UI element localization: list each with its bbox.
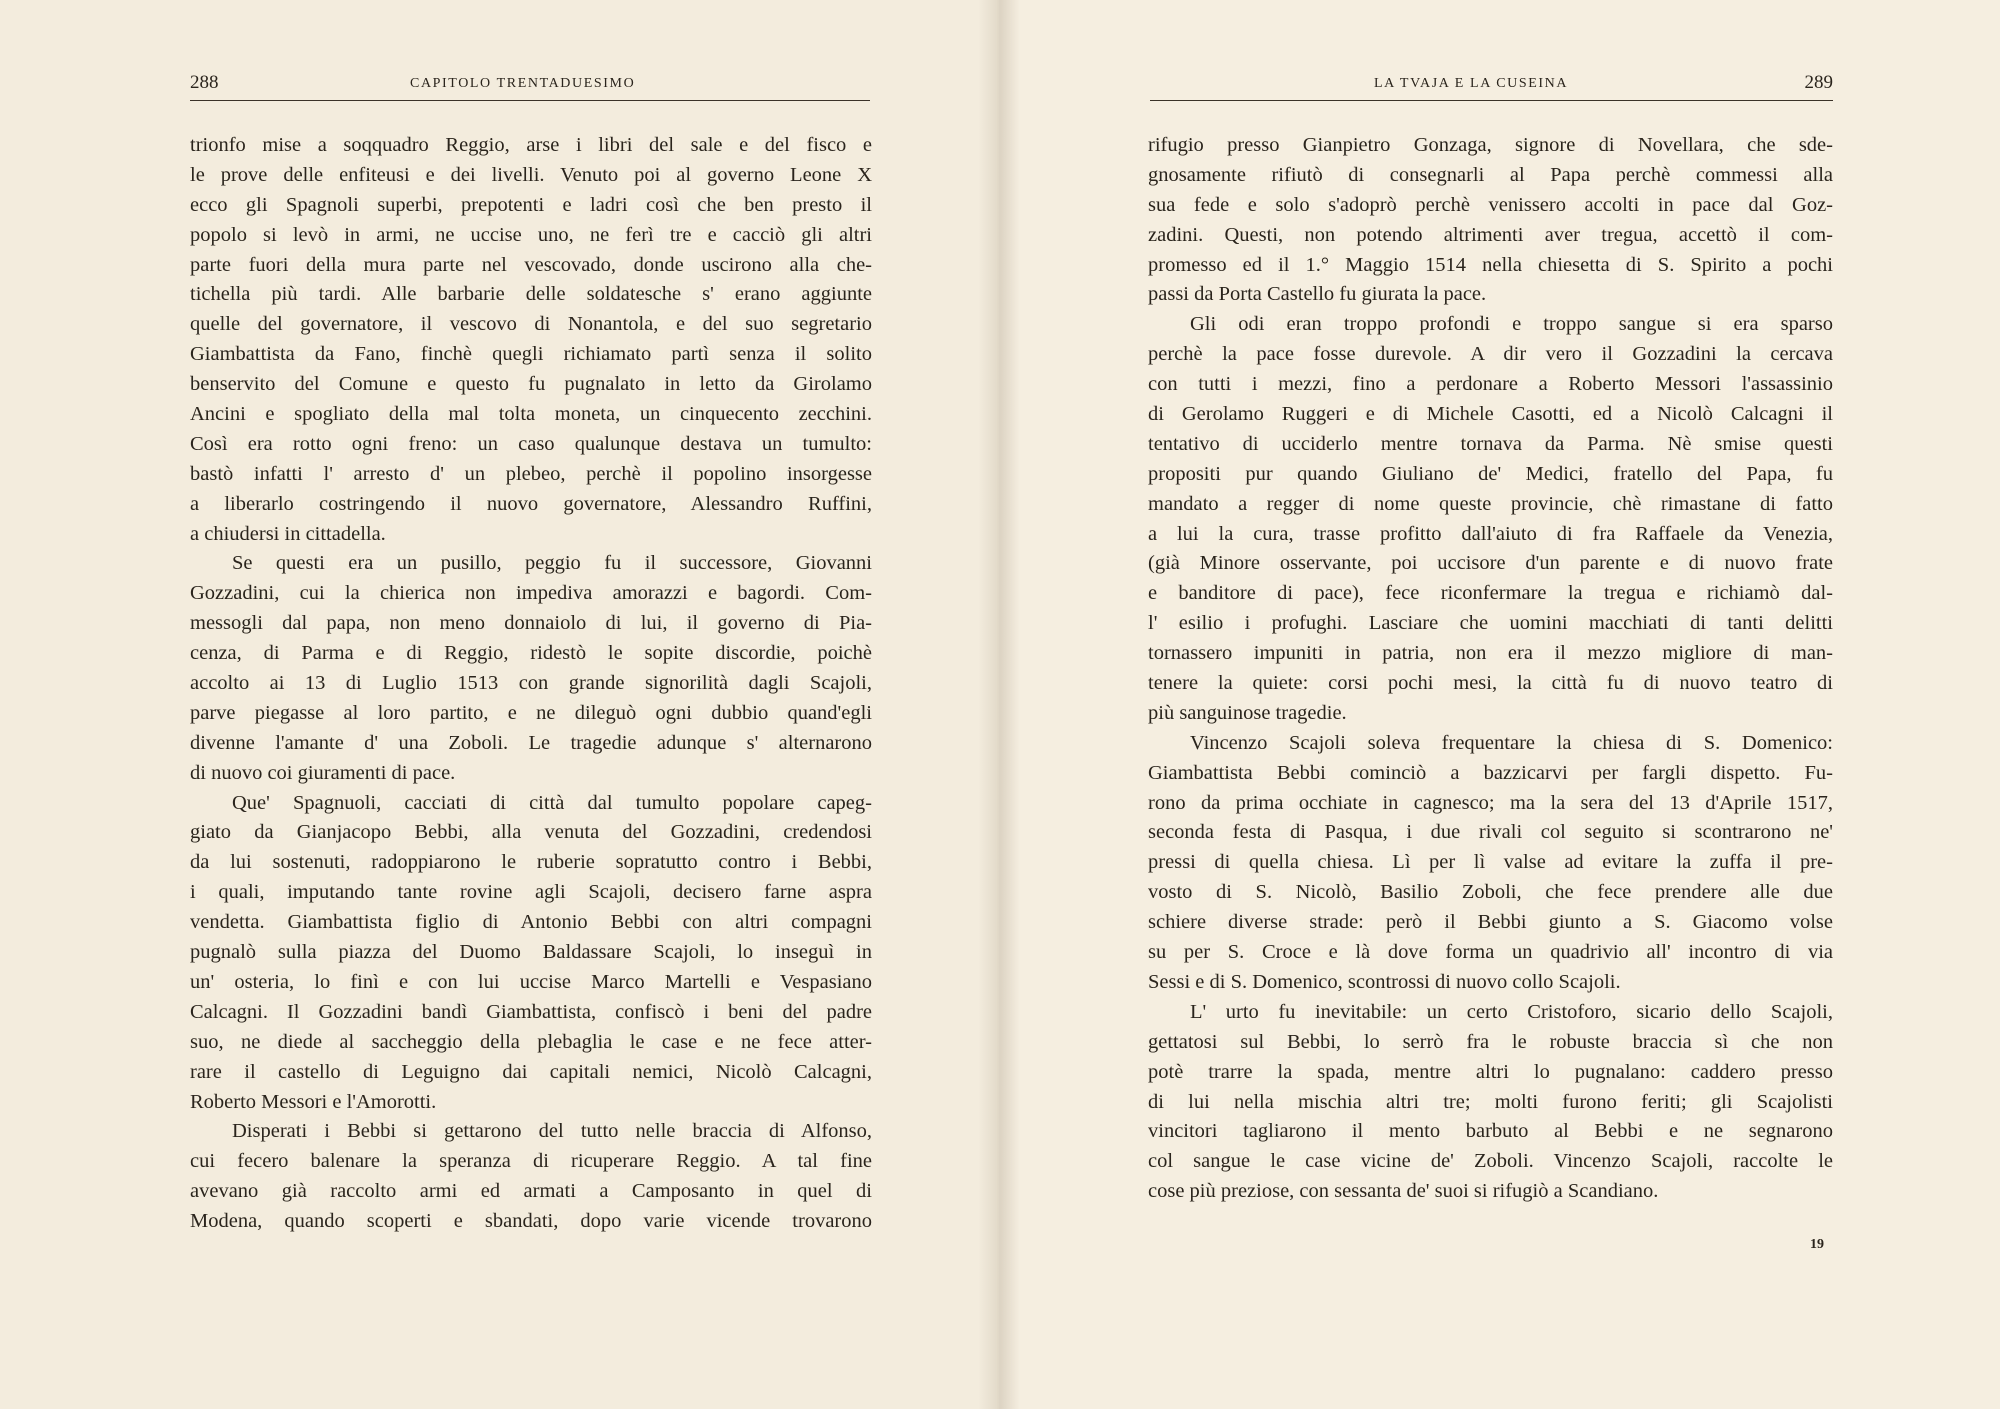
text-line: vendetta. Giambattista figlio di Antonio Bebbi con altri compagni bbox=[190, 911, 872, 934]
text-line: a chiudersi in cittadella. bbox=[190, 522, 386, 545]
text-line: perchè la pace fosse durevole. A dir vero il Gozzadini la cercava bbox=[1148, 343, 1833, 366]
text-line: messogli dal papa, non meno donnaiolo di lui, il governo di Pia- bbox=[190, 612, 872, 635]
text-line: parte fuori della mura parte nel vescovado, donde uscirono alla che- bbox=[190, 253, 872, 276]
right-page-text bbox=[1148, 131, 1833, 1207]
text-line: quelle del governatore, il vescovo di Nonantola, e del suo segretario bbox=[190, 313, 872, 336]
text-line: potè trarre la spada, mentre altri lo pugnalano: caddero presso bbox=[1148, 1060, 1833, 1083]
running-head: CAPITOLO TRENTADUESIMO bbox=[410, 76, 636, 91]
text-line: su per S. Croce e là dove forma un quadrivio all' incontro di via bbox=[1148, 941, 1833, 964]
text-line: bastò infatti l' arresto d' un plebeo, perchè il popolino insorgesse bbox=[190, 462, 872, 485]
running-head: LA TVAJA E LA CUSEINA bbox=[1374, 76, 1569, 91]
text-line: vosto di S. Nicolò, Basilio Zoboli, che fece prendere alle due bbox=[1148, 881, 1833, 904]
signature-mark: 19 bbox=[1810, 1237, 1824, 1252]
text-line: da lui sostenuti, radoppiarono le ruberie sopratutto contro i Bebbi, bbox=[190, 851, 872, 874]
left-page bbox=[0, 0, 998, 1409]
text-line: tornassero impuniti in patria, non era il mezzo migliore di man- bbox=[1148, 642, 1833, 665]
text-line: Disperati i Bebbi si gettarono del tutto nelle braccia di Alfonso, bbox=[232, 1120, 872, 1143]
text-line: L' urto fu inevitabile: un certo Cristoforo, sicario dello Scajoli, bbox=[1190, 1000, 1833, 1023]
text-line: sua fede e solo s'adoprò perchè venissero accolti in pace dal Goz- bbox=[1148, 193, 1833, 216]
text-line: benservito del Comune e questo fu pugnalato in letto da Girolamo bbox=[190, 373, 872, 396]
text-line: zadini. Questi, non potendo altrimenti aver tregua, accettò il com- bbox=[1148, 223, 1833, 246]
text-line: Modena, quando scoperti e sbandati, dopo varie vicende trovarono bbox=[190, 1210, 872, 1233]
right-page-header bbox=[1150, 70, 1833, 101]
text-line: di nuovo coi giuramenti di pace. bbox=[190, 761, 456, 784]
text-line: le prove delle enfiteusi e dei livelli. Venuto poi al governo Leone X bbox=[190, 163, 872, 186]
text-line: l' esilio i profughi. Lasciare che uomini macchiati di tanti delitti bbox=[1148, 612, 1833, 635]
text-line: cui fecero balenare la speranza di ricuperare Reggio. A tal fine bbox=[190, 1150, 872, 1173]
text-line: Gli odi eran troppo profondi e troppo sangue si era sparso bbox=[1190, 313, 1833, 336]
text-line: un' osteria, lo finì e con lui uccise Marco Martelli e Vespasiano bbox=[190, 970, 872, 993]
text-line: (già Minore osservante, poi uccisore d'un parente e di nuovo frate bbox=[1148, 552, 1833, 575]
text-line: rifugio presso Gianpietro Gonzaga, signore di Novellara, che sde- bbox=[1148, 134, 1833, 156]
text-line: pressi di quella chiesa. Lì per lì valse ad evitare la zuffa il pre- bbox=[1148, 851, 1833, 874]
text-line: di lui nella mischia altri tre; molti furono feriti; gli Scajolisti bbox=[1148, 1090, 1833, 1113]
text-line: col sangue le case vicine de' Zoboli. Vincenzo Scajoli, raccolte le bbox=[1148, 1150, 1833, 1173]
text-line: vincitori tagliarono il mento barbuto al Bebbi e ne segnarono bbox=[1148, 1120, 1833, 1143]
text-line: i quali, imputando tante rovine agli Scajoli, decisero farne aspra bbox=[190, 881, 872, 904]
text-line: a liberarlo costringendo il nuovo governatore, Alessandro Ruffini, bbox=[190, 492, 872, 515]
text-line: schiere diverse strade: però il Bebbi giunto a S. Giacomo volse bbox=[1148, 911, 1833, 934]
text-line: avevano già raccolto armi ed armati a Camposanto in quel di bbox=[190, 1180, 872, 1203]
text-line: gnosamente rifiutò di consegnarli al Papa perchè commessi alla bbox=[1148, 163, 1833, 186]
text-line: giato da Gianjacopo Bebbi, alla venuta del Gozzadini, credendosi bbox=[190, 821, 872, 844]
text-line: tentativo di ucciderlo mentre tornava da Parma. Nè smise questi bbox=[1148, 432, 1833, 455]
right-page bbox=[998, 0, 2000, 1409]
text-line: Così era rotto ogni freno: un caso qualunque destava un tumulto: bbox=[190, 432, 872, 455]
text-line: suo, ne diede al saccheggio della plebaglia le case e ne fece atter- bbox=[190, 1030, 872, 1053]
text-line: pugnalò sulla piazza del Duomo Baldassare Scajoli, lo inseguì in bbox=[190, 941, 872, 964]
text-line: e banditore di pace), fece riconfermare la tregua e richiamò dal- bbox=[1148, 582, 1833, 605]
text-line: Calcagni. Il Gozzadini bandì Giambattista, confiscò i beni del padre bbox=[190, 1000, 872, 1023]
text-line: tenere la quiete: corsi pochi mesi, la città fu di nuovo teatro di bbox=[1148, 672, 1833, 695]
text-line: seconda festa di Pasqua, i due rivali col seguito si scontrarono ne' bbox=[1148, 821, 1833, 844]
text-line: a lui la cura, trasse profitto dall'aiuto di fra Raffaele da Venezia, bbox=[1148, 522, 1833, 545]
left-page-header bbox=[190, 70, 870, 101]
text-line: con tutti i mezzi, fino a perdonare a Roberto Messori l'assassinio bbox=[1148, 373, 1833, 396]
text-line: Se questi era un pusillo, peggio fu il successore, Giovanni bbox=[232, 552, 872, 575]
text-line: cenza, di Parma e di Reggio, ridestò le sopite discordie, poichè bbox=[190, 642, 872, 665]
text-line: Giambattista Bebbi cominciò a bazzicarvi per fargli dispetto. Fu- bbox=[1148, 761, 1833, 784]
text-line: ecco gli Spagnoli superbi, prepotenti e ladri così che ben presto il bbox=[190, 193, 872, 216]
text-line: popolo si levò in armi, ne uccise uno, ne ferì tre e cacciò gli altri bbox=[190, 223, 872, 246]
text-line: mandato a regger di nome queste provincie, chè rimastane di fatto bbox=[1148, 492, 1833, 515]
text-line: di Gerolamo Ruggeri e di Michele Casotti, ed a Nicolò Calcagni il bbox=[1148, 403, 1833, 426]
text-line: accolto ai 13 di Luglio 1513 con grande signorilità dagli Scajoli, bbox=[190, 672, 872, 695]
text-line: Ancini e spogliato della mal tolta moneta, un cinquecento zecchini. bbox=[190, 403, 872, 426]
text-line: rare il castello di Leguigno dai capitali nemici, Nicolò Calcagni, bbox=[190, 1060, 872, 1083]
text-line: gettatosi sul Bebbi, lo serrò fra le robuste braccia sì che non bbox=[1148, 1030, 1833, 1053]
book-gutter bbox=[978, 0, 1020, 1409]
text-line: divenne l'amante d' una Zoboli. Le tragedie adunque s' alternarono bbox=[190, 731, 872, 754]
text-line: trionfo mise a soqquadro Reggio, arse i libri del sale e del fisco e bbox=[190, 134, 872, 156]
text-line: Roberto Messori e l'Amorotti. bbox=[190, 1090, 437, 1113]
text-line: passi da Porta Castello fu giurata la pace. bbox=[1148, 283, 1487, 306]
text-line: rono da prima occhiate in cagnesco; ma la sera del 13 d'Aprile 1517, bbox=[1148, 791, 1833, 814]
text-line: Vincenzo Scajoli soleva frequentare la chiesa di S. Domenico: bbox=[1190, 731, 1833, 754]
page-number: 288 bbox=[190, 72, 219, 93]
text-line: Que' Spagnuoli, cacciati di città dal tumulto popolare capeg- bbox=[232, 791, 872, 814]
text-line: Gozzadini, cui la chierica non impediva amorazzi e bagordi. Com- bbox=[190, 582, 872, 605]
text-line: più sanguinose tragedie. bbox=[1148, 701, 1347, 724]
text-line: propositi pur quando Giuliano de' Medici, fratello del Papa, fu bbox=[1148, 462, 1833, 485]
page-number: 289 bbox=[1804, 72, 1833, 93]
text-line: promesso ed il 1.° Maggio 1514 nella chiesetta di S. Spirito a pochi bbox=[1148, 253, 1833, 276]
text-line: parve piegasse al loro partito, e ne dileguò ogni dubbio quand'egli bbox=[190, 701, 872, 724]
text-line: Giambattista da Fano, finchè quegli richiamato partì senza il solito bbox=[190, 343, 872, 366]
text-line: Sessi e di S. Domenico, scontrossi di nuovo collo Scajoli. bbox=[1148, 970, 1621, 993]
text-line: cose più preziose, con sessanta de' suoi si rifugiò a Scandiano. bbox=[1148, 1180, 1659, 1203]
text-line: tichella più tardi. Alle barbarie delle soldatesche s' erano aggiunte bbox=[190, 283, 872, 306]
left-page-text bbox=[190, 131, 872, 1237]
